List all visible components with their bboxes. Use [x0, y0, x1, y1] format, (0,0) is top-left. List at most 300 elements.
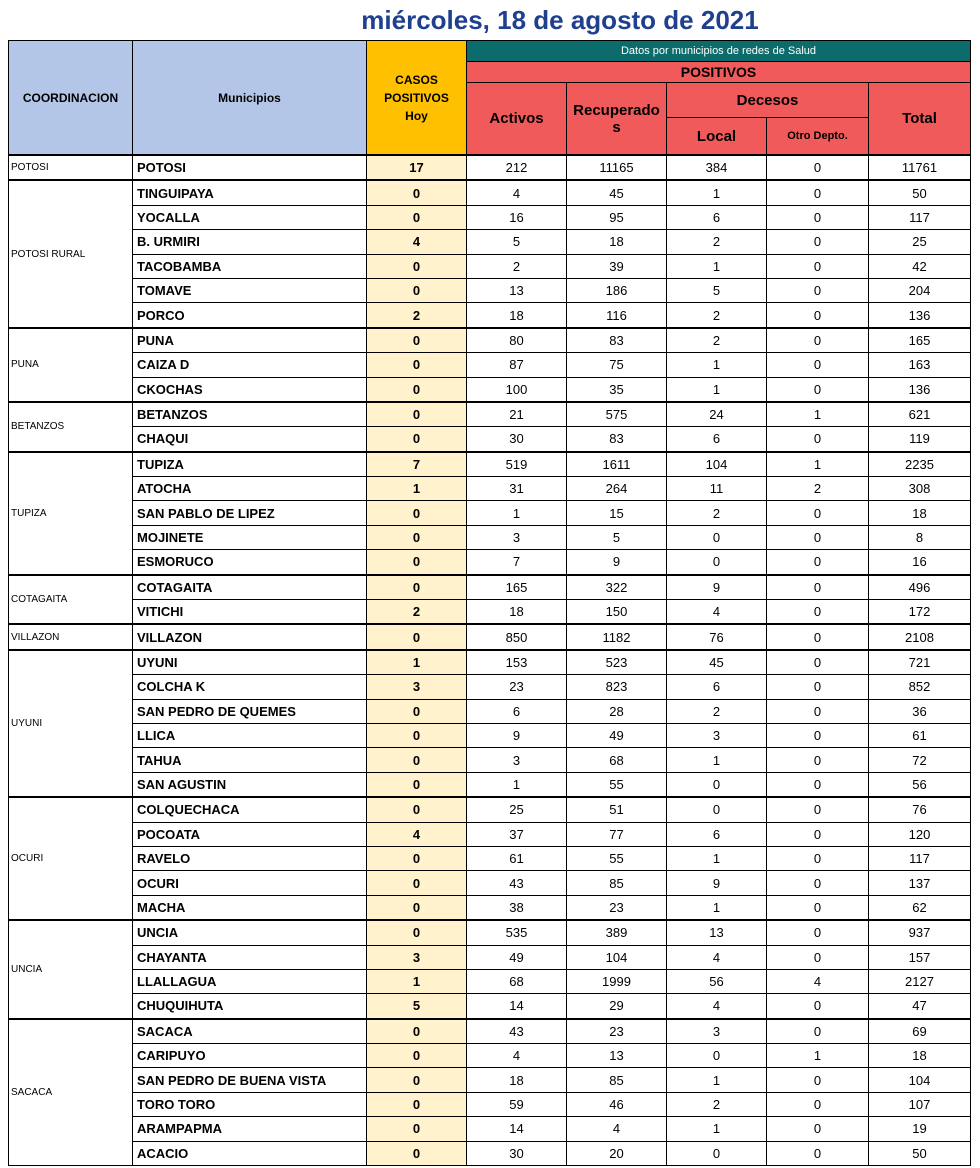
activos-cell: 519: [467, 452, 567, 477]
casos-hoy-cell: 0: [367, 624, 467, 649]
recuperados-cell: 264: [567, 477, 667, 501]
total-cell: 308: [869, 477, 971, 501]
activos-cell: 3: [467, 748, 567, 772]
decesos-local-cell: 6: [667, 675, 767, 699]
total-cell: 163: [869, 353, 971, 377]
decesos-otro-cell: 0: [767, 994, 869, 1019]
recuperados-cell: 389: [567, 920, 667, 945]
recuperados-cell: 1999: [567, 969, 667, 993]
activos-cell: 87: [467, 353, 567, 377]
recuperados-cell: 23: [567, 895, 667, 920]
decesos-otro-cell: 1: [767, 452, 869, 477]
activos-cell: 4: [467, 1044, 567, 1068]
casos-hoy-cell: 0: [367, 871, 467, 895]
decesos-local-cell: 2: [667, 501, 767, 525]
total-cell: 76: [869, 797, 971, 822]
activos-cell: 212: [467, 155, 567, 180]
decesos-local-cell: 2: [667, 230, 767, 254]
decesos-otro-cell: 4: [767, 969, 869, 993]
table-row: [9, 624, 971, 649]
table-row: [9, 303, 971, 328]
decesos-local-cell: 45: [667, 650, 767, 675]
total-cell: 157: [869, 945, 971, 969]
total-cell: 72: [869, 748, 971, 772]
decesos-local-cell: 1: [667, 748, 767, 772]
decesos-otro-cell: 0: [767, 920, 869, 945]
casos-hoy-cell: 17: [367, 155, 467, 180]
activos-cell: 16: [467, 205, 567, 229]
recuperados-cell: 15: [567, 501, 667, 525]
decesos-otro-cell: 0: [767, 675, 869, 699]
decesos-local-cell: 1: [667, 846, 767, 870]
municipio-cell: OCURI: [133, 871, 367, 895]
activos-cell: 3: [467, 525, 567, 549]
activos-cell: 59: [467, 1092, 567, 1116]
table-row: [9, 920, 971, 945]
casos-hoy-cell: 0: [367, 353, 467, 377]
decesos-local-cell: 1: [667, 180, 767, 205]
casos-hoy-cell: 0: [367, 846, 467, 870]
decesos-local-cell: 6: [667, 427, 767, 452]
total-cell: 937: [869, 920, 971, 945]
activos-cell: 9: [467, 723, 567, 747]
casos-hoy-cell: 2: [367, 600, 467, 625]
decesos-local-cell: 1: [667, 1068, 767, 1092]
total-cell: 25: [869, 230, 971, 254]
header-decesos: Decesos: [667, 83, 869, 118]
municipio-cell: VITICHI: [133, 600, 367, 625]
total-cell: 204: [869, 278, 971, 302]
total-cell: 120: [869, 822, 971, 846]
total-cell: 107: [869, 1092, 971, 1116]
municipio-cell: COLCHA K: [133, 675, 367, 699]
municipio-cell: PORCO: [133, 303, 367, 328]
recuperados-cell: 322: [567, 575, 667, 600]
recuperados-cell: 13: [567, 1044, 667, 1068]
recuperados-cell: 9: [567, 550, 667, 575]
decesos-otro-cell: 0: [767, 550, 869, 575]
table-row: [9, 452, 971, 477]
activos-cell: 14: [467, 994, 567, 1019]
municipio-cell: SACACA: [133, 1019, 367, 1044]
municipio-cell: SAN AGUSTIN: [133, 772, 367, 797]
activos-cell: 38: [467, 895, 567, 920]
header-casos-line-3: Hoy: [405, 108, 428, 123]
municipio-cell: CAIZA D: [133, 353, 367, 377]
coordinacion-cell: BETANZOS: [9, 402, 133, 452]
decesos-otro-cell: 0: [767, 748, 869, 772]
casos-hoy-cell: 0: [367, 377, 467, 402]
recuperados-cell: 83: [567, 427, 667, 452]
activos-cell: 18: [467, 600, 567, 625]
casos-hoy-cell: 0: [367, 427, 467, 452]
coordinacion-cell: COTAGAITA: [9, 575, 133, 625]
activos-cell: 153: [467, 650, 567, 675]
municipio-cell: YOCALLA: [133, 205, 367, 229]
covid-municipios-table: [8, 40, 971, 1166]
total-cell: 11761: [869, 155, 971, 180]
table-row: [9, 550, 971, 575]
activos-cell: 25: [467, 797, 567, 822]
casos-hoy-cell: 0: [367, 723, 467, 747]
municipio-cell: UYUNI: [133, 650, 367, 675]
decesos-otro-cell: 0: [767, 699, 869, 723]
total-cell: 56: [869, 772, 971, 797]
decesos-local-cell: 104: [667, 452, 767, 477]
recuperados-cell: 85: [567, 1068, 667, 1092]
table-row: [9, 846, 971, 870]
recuperados-cell: 150: [567, 600, 667, 625]
decesos-local-cell: 2: [667, 303, 767, 328]
activos-cell: 4: [467, 180, 567, 205]
municipio-cell: SAN PEDRO DE BUENA VISTA: [133, 1068, 367, 1092]
activos-cell: 13: [467, 278, 567, 302]
total-cell: 496: [869, 575, 971, 600]
decesos-local-cell: 1: [667, 254, 767, 278]
municipio-cell: TORO TORO: [133, 1092, 367, 1116]
coordinacion-cell: POTOSI: [9, 155, 133, 180]
activos-cell: 6: [467, 699, 567, 723]
recuperados-cell: 823: [567, 675, 667, 699]
table-row: [9, 254, 971, 278]
total-cell: 62: [869, 895, 971, 920]
casos-hoy-cell: 0: [367, 797, 467, 822]
table-row: [9, 797, 971, 822]
table-row: [9, 575, 971, 600]
casos-hoy-cell: 1: [367, 477, 467, 501]
table-row: [9, 377, 971, 402]
casos-hoy-cell: 1: [367, 650, 467, 675]
recuperados-cell: 575: [567, 402, 667, 427]
recuperados-cell: 5: [567, 525, 667, 549]
decesos-otro-cell: 0: [767, 501, 869, 525]
casos-hoy-cell: 0: [367, 1117, 467, 1141]
activos-cell: 165: [467, 575, 567, 600]
activos-cell: 37: [467, 822, 567, 846]
casos-hoy-cell: 3: [367, 675, 467, 699]
municipio-cell: SAN PEDRO DE QUEMES: [133, 699, 367, 723]
casos-hoy-cell: 0: [367, 525, 467, 549]
decesos-otro-cell: 0: [767, 846, 869, 870]
decesos-otro-cell: 0: [767, 871, 869, 895]
total-cell: 2108: [869, 624, 971, 649]
recuperados-cell: 35: [567, 377, 667, 402]
decesos-otro-cell: 1: [767, 402, 869, 427]
casos-hoy-cell: 0: [367, 402, 467, 427]
recuperados-cell: 85: [567, 871, 667, 895]
recuperados-cell: 95: [567, 205, 667, 229]
total-cell: 8: [869, 525, 971, 549]
municipio-cell: ESMORUCO: [133, 550, 367, 575]
decesos-otro-cell: 0: [767, 1141, 869, 1165]
decesos-otro-cell: 0: [767, 822, 869, 846]
decesos-otro-cell: 0: [767, 303, 869, 328]
table-row: [9, 871, 971, 895]
header-positivos: POSITIVOS: [467, 62, 971, 83]
municipio-cell: COLQUECHACA: [133, 797, 367, 822]
table-row: [9, 675, 971, 699]
header-recuperados-line-2: s: [612, 118, 621, 136]
table-row: [9, 1092, 971, 1116]
activos-cell: 68: [467, 969, 567, 993]
decesos-otro-cell: 0: [767, 895, 869, 920]
decesos-local-cell: 76: [667, 624, 767, 649]
table-row: [9, 1019, 971, 1044]
municipio-cell: TOMAVE: [133, 278, 367, 302]
recuperados-cell: 29: [567, 994, 667, 1019]
table-row: [9, 427, 971, 452]
table-row: [9, 723, 971, 747]
municipio-cell: CHUQUIHUTA: [133, 994, 367, 1019]
casos-hoy-cell: 0: [367, 550, 467, 575]
table-row: [9, 525, 971, 549]
recuperados-cell: 116: [567, 303, 667, 328]
activos-cell: 18: [467, 1068, 567, 1092]
decesos-local-cell: 4: [667, 945, 767, 969]
decesos-local-cell: 0: [667, 772, 767, 797]
recuperados-cell: 55: [567, 846, 667, 870]
table-row: [9, 501, 971, 525]
header-otro-depto: Otro Depto.: [767, 118, 869, 156]
municipio-cell: MOJINETE: [133, 525, 367, 549]
total-cell: 172: [869, 600, 971, 625]
decesos-otro-cell: 1: [767, 1044, 869, 1068]
recuperados-cell: 77: [567, 822, 667, 846]
recuperados-cell: 4: [567, 1117, 667, 1141]
municipio-cell: B. URMIRI: [133, 230, 367, 254]
decesos-otro-cell: 0: [767, 1019, 869, 1044]
total-cell: 621: [869, 402, 971, 427]
total-cell: 2235: [869, 452, 971, 477]
total-cell: 47: [869, 994, 971, 1019]
municipio-cell: TUPIZA: [133, 452, 367, 477]
coordinacion-cell: VILLAZON: [9, 624, 133, 649]
decesos-otro-cell: 0: [767, 377, 869, 402]
municipio-cell: CKOCHAS: [133, 377, 367, 402]
municipio-cell: LLALLAGUA: [133, 969, 367, 993]
decesos-local-cell: 0: [667, 797, 767, 822]
activos-cell: 49: [467, 945, 567, 969]
coordinacion-cell: SACACA: [9, 1019, 133, 1166]
total-cell: 69: [869, 1019, 971, 1044]
header-recuperados: [567, 83, 667, 156]
header-casos-line-2: POSITIVOS: [384, 90, 449, 105]
decesos-local-cell: 0: [667, 1141, 767, 1165]
decesos-otro-cell: 0: [767, 254, 869, 278]
decesos-otro-cell: 0: [767, 650, 869, 675]
casos-hoy-cell: 2: [367, 303, 467, 328]
recuperados-cell: 1611: [567, 452, 667, 477]
header-total: Total: [869, 83, 971, 156]
decesos-otro-cell: 0: [767, 1117, 869, 1141]
activos-cell: 100: [467, 377, 567, 402]
coordinacion-cell: OCURI: [9, 797, 133, 920]
total-cell: 19: [869, 1117, 971, 1141]
decesos-local-cell: 6: [667, 205, 767, 229]
municipio-cell: COTAGAITA: [133, 575, 367, 600]
table-row: [9, 772, 971, 797]
table-row: [9, 1044, 971, 1068]
total-cell: 50: [869, 180, 971, 205]
total-cell: 16: [869, 550, 971, 575]
municipio-cell: ARAMPAPMA: [133, 1117, 367, 1141]
casos-hoy-cell: 0: [367, 254, 467, 278]
table-row: [9, 945, 971, 969]
header-local: Local: [667, 118, 767, 156]
decesos-otro-cell: 0: [767, 155, 869, 180]
decesos-local-cell: 1: [667, 377, 767, 402]
decesos-local-cell: 0: [667, 550, 767, 575]
casos-hoy-cell: 0: [367, 278, 467, 302]
table-row: [9, 1117, 971, 1141]
activos-cell: 850: [467, 624, 567, 649]
total-cell: 136: [869, 377, 971, 402]
decesos-local-cell: 9: [667, 871, 767, 895]
coordinacion-cell: POTOSI RURAL: [9, 180, 133, 327]
activos-cell: 2: [467, 254, 567, 278]
decesos-local-cell: 24: [667, 402, 767, 427]
casos-hoy-cell: 0: [367, 1092, 467, 1116]
decesos-otro-cell: 0: [767, 353, 869, 377]
table-row: [9, 969, 971, 993]
decesos-local-cell: 2: [667, 328, 767, 353]
casos-hoy-cell: 0: [367, 575, 467, 600]
decesos-otro-cell: 0: [767, 205, 869, 229]
header-activos: Activos: [467, 83, 567, 156]
header-coordinacion: COORDINACION: [9, 41, 133, 156]
recuperados-cell: 28: [567, 699, 667, 723]
recuperados-cell: 11165: [567, 155, 667, 180]
table-row: [9, 822, 971, 846]
recuperados-cell: 1182: [567, 624, 667, 649]
total-cell: 136: [869, 303, 971, 328]
recuperados-cell: 523: [567, 650, 667, 675]
total-cell: 2127: [869, 969, 971, 993]
total-cell: 721: [869, 650, 971, 675]
activos-cell: 1: [467, 501, 567, 525]
municipio-cell: RAVELO: [133, 846, 367, 870]
header-municipios: Municipios: [133, 41, 367, 156]
municipio-cell: LLICA: [133, 723, 367, 747]
recuperados-cell: 104: [567, 945, 667, 969]
municipio-cell: POTOSI: [133, 155, 367, 180]
municipio-cell: TAHUA: [133, 748, 367, 772]
activos-cell: 61: [467, 846, 567, 870]
casos-hoy-cell: 5: [367, 994, 467, 1019]
municipio-cell: CHAQUI: [133, 427, 367, 452]
total-cell: 18: [869, 501, 971, 525]
decesos-local-cell: 1: [667, 895, 767, 920]
activos-cell: 21: [467, 402, 567, 427]
casos-hoy-cell: 0: [367, 920, 467, 945]
coordinacion-cell: PUNA: [9, 328, 133, 402]
decesos-otro-cell: 0: [767, 1092, 869, 1116]
total-cell: 165: [869, 328, 971, 353]
recuperados-cell: 20: [567, 1141, 667, 1165]
decesos-local-cell: 2: [667, 699, 767, 723]
municipio-cell: SAN PABLO DE LIPEZ: [133, 501, 367, 525]
casos-hoy-cell: 0: [367, 180, 467, 205]
decesos-otro-cell: 0: [767, 723, 869, 747]
activos-cell: 23: [467, 675, 567, 699]
total-cell: 61: [869, 723, 971, 747]
table-row: [9, 600, 971, 625]
municipio-cell: ACACIO: [133, 1141, 367, 1165]
decesos-local-cell: 6: [667, 822, 767, 846]
decesos-local-cell: 0: [667, 525, 767, 549]
table-row: [9, 402, 971, 427]
activos-cell: 30: [467, 427, 567, 452]
municipio-cell: TACOBAMBA: [133, 254, 367, 278]
total-cell: 119: [869, 427, 971, 452]
decesos-otro-cell: 0: [767, 278, 869, 302]
casos-hoy-cell: 0: [367, 1019, 467, 1044]
table-row: [9, 650, 971, 675]
table-row: [9, 278, 971, 302]
casos-hoy-cell: 0: [367, 772, 467, 797]
activos-cell: 7: [467, 550, 567, 575]
table-body: [9, 155, 971, 1166]
casos-hoy-cell: 0: [367, 1044, 467, 1068]
table-row: [9, 699, 971, 723]
activos-cell: 5: [467, 230, 567, 254]
recuperados-cell: 83: [567, 328, 667, 353]
activos-cell: 80: [467, 328, 567, 353]
activos-cell: 30: [467, 1141, 567, 1165]
table-row: [9, 230, 971, 254]
recuperados-cell: 51: [567, 797, 667, 822]
decesos-otro-cell: 0: [767, 945, 869, 969]
casos-hoy-cell: 1: [367, 969, 467, 993]
total-cell: 104: [869, 1068, 971, 1092]
casos-hoy-cell: 0: [367, 205, 467, 229]
decesos-local-cell: 2: [667, 1092, 767, 1116]
decesos-otro-cell: 0: [767, 1068, 869, 1092]
recuperados-cell: 68: [567, 748, 667, 772]
decesos-local-cell: 13: [667, 920, 767, 945]
municipio-cell: CARIPUYO: [133, 1044, 367, 1068]
decesos-otro-cell: 0: [767, 427, 869, 452]
municipio-cell: ATOCHA: [133, 477, 367, 501]
table-row: [9, 1141, 971, 1165]
decesos-otro-cell: 0: [767, 600, 869, 625]
recuperados-cell: 186: [567, 278, 667, 302]
decesos-otro-cell: 0: [767, 624, 869, 649]
recuperados-cell: 45: [567, 180, 667, 205]
casos-hoy-cell: 0: [367, 895, 467, 920]
activos-cell: 14: [467, 1117, 567, 1141]
municipio-cell: PUNA: [133, 328, 367, 353]
recuperados-cell: 23: [567, 1019, 667, 1044]
table-row: [9, 180, 971, 205]
municipio-cell: BETANZOS: [133, 402, 367, 427]
casos-hoy-cell: 0: [367, 501, 467, 525]
activos-cell: 1: [467, 772, 567, 797]
casos-hoy-cell: 3: [367, 945, 467, 969]
table-row: [9, 994, 971, 1019]
total-cell: 137: [869, 871, 971, 895]
municipio-cell: VILLAZON: [133, 624, 367, 649]
decesos-otro-cell: 0: [767, 575, 869, 600]
header-recuperados-line-1: Recuperado: [573, 101, 660, 119]
coordinacion-cell: UYUNI: [9, 650, 133, 797]
total-cell: 117: [869, 846, 971, 870]
decesos-local-cell: 1: [667, 353, 767, 377]
table-row: [9, 477, 971, 501]
municipio-cell: UNCIA: [133, 920, 367, 945]
casos-hoy-cell: 4: [367, 822, 467, 846]
table-row: [9, 748, 971, 772]
